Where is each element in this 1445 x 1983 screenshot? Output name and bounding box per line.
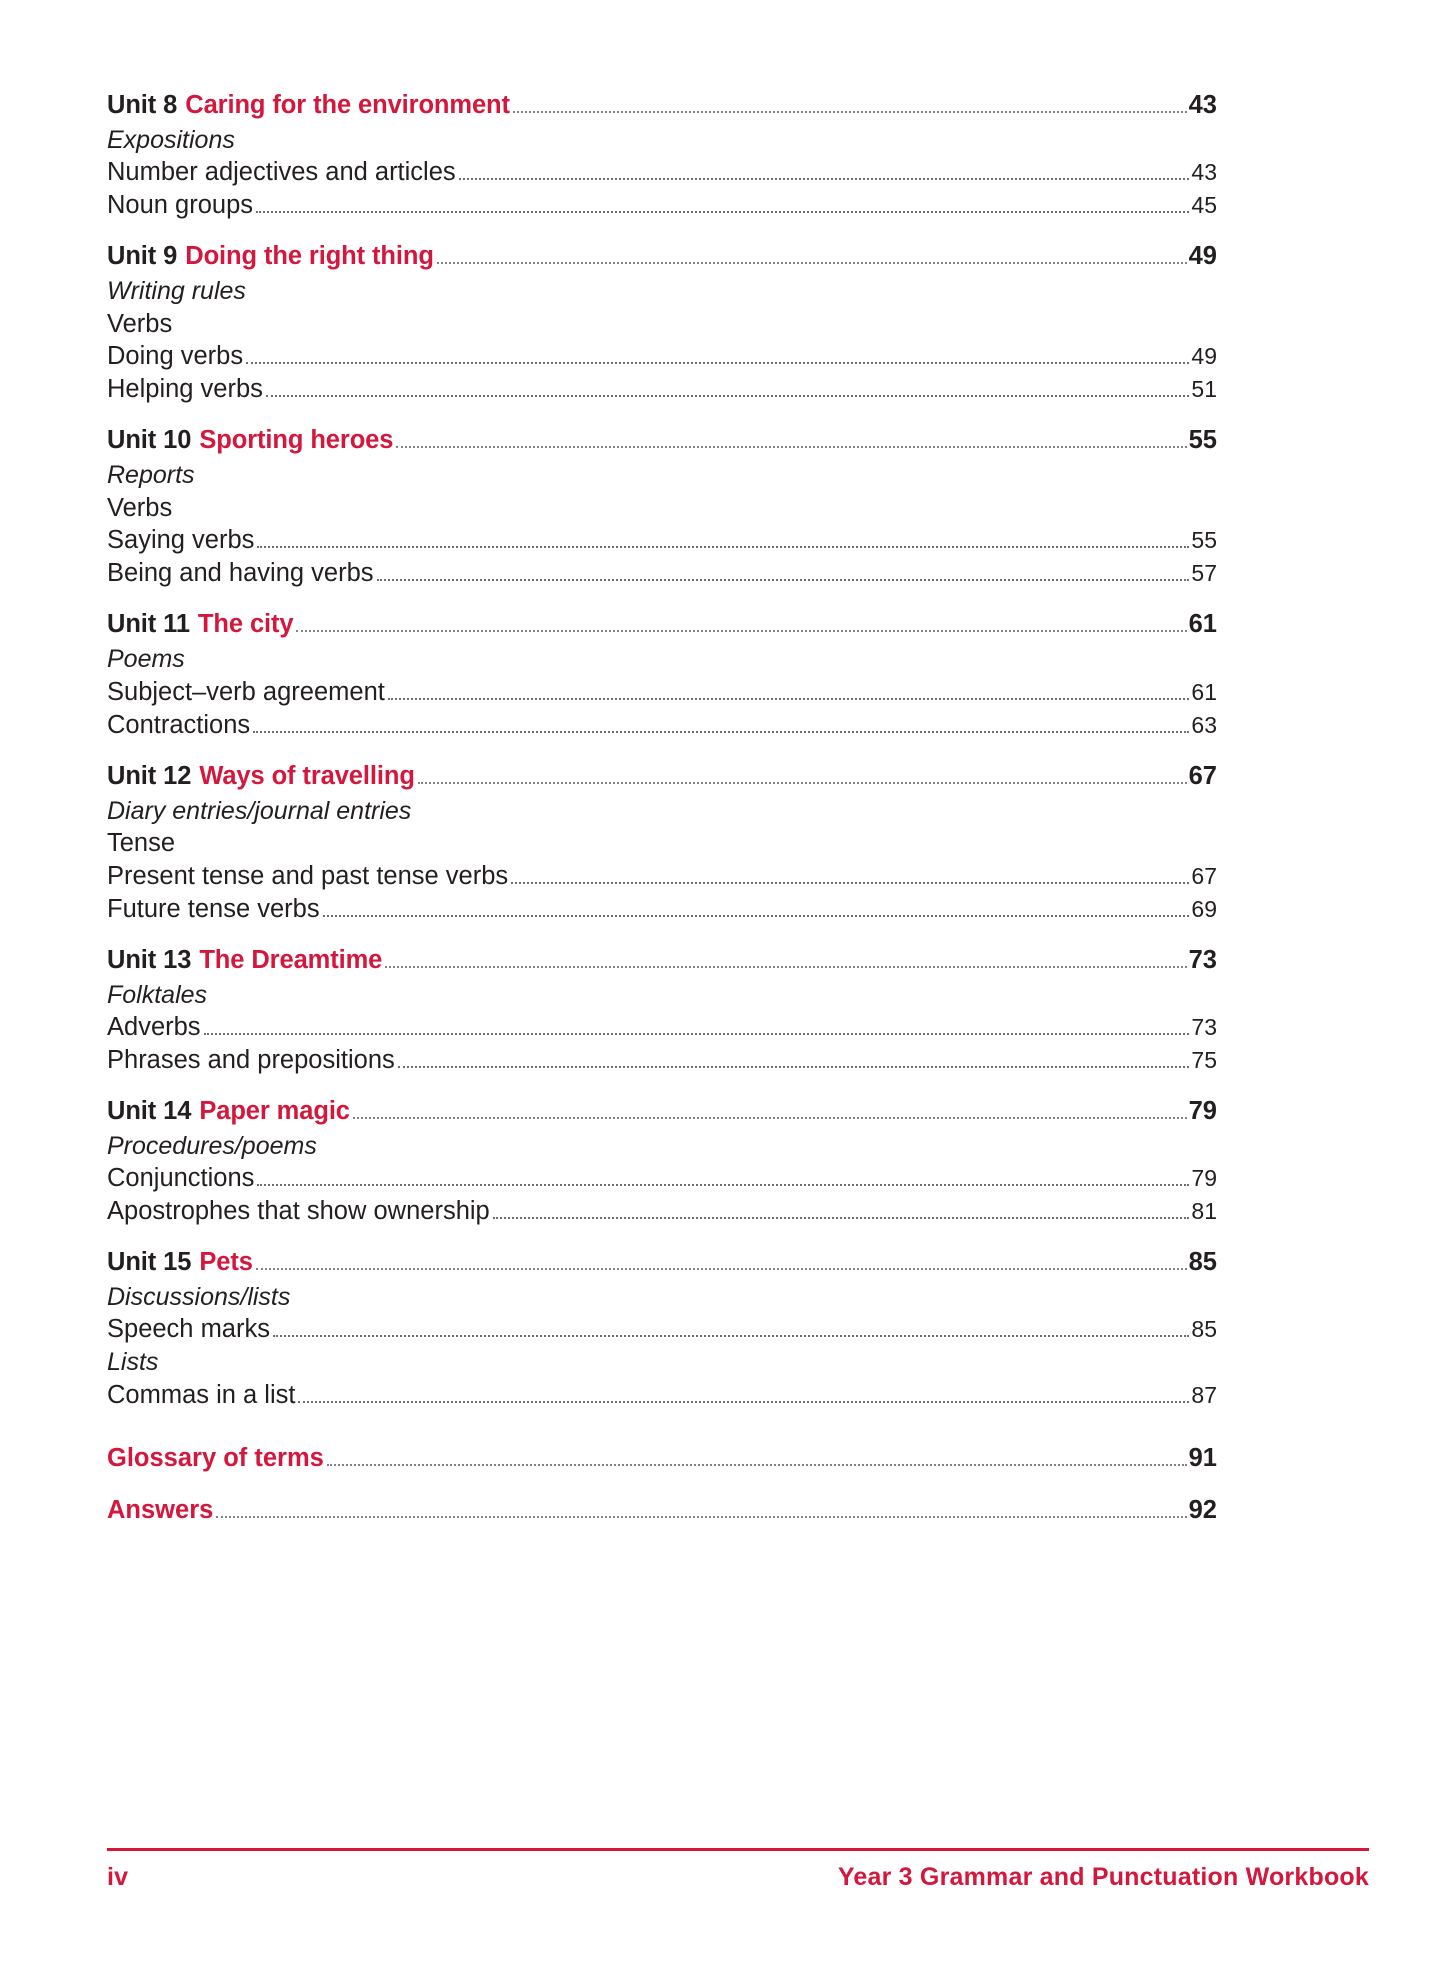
- toc-entry-page-number: 73: [1191, 1013, 1217, 1040]
- toc-unit-heading[interactable]: [107, 947, 1217, 975]
- toc-unit-heading[interactable]: [107, 427, 1217, 455]
- toc-unit-page-number: 61: [1188, 610, 1217, 639]
- dot-leader: [459, 178, 1190, 180]
- toc-entry-page-number: 81: [1191, 1198, 1217, 1225]
- toc-unit-page-number: 79: [1188, 1096, 1217, 1125]
- dot-leader: [398, 1066, 1190, 1068]
- toc-entry-page-number: 61: [1191, 678, 1217, 705]
- toc-entry-page-number: 49: [1191, 343, 1217, 370]
- toc-entry[interactable]: [107, 560, 1217, 587]
- toc-entry-label: Speech marks: [107, 1315, 270, 1344]
- toc-genre-label: Discussions/lists: [107, 1283, 291, 1312]
- toc-entry[interactable]: [107, 343, 1217, 370]
- toc-entry-page-number: 55: [1191, 527, 1217, 554]
- dot-leader: [513, 111, 1187, 113]
- toc-entry-page-number: 63: [1191, 711, 1217, 738]
- toc-unit-page-number: 55: [1188, 426, 1217, 455]
- toc-unit-title: Ways of travelling: [199, 761, 415, 790]
- toc-genre-label: Reports: [107, 461, 195, 490]
- toc-unit-group: [107, 611, 1217, 738]
- toc-unit-label: [107, 243, 434, 269]
- dot-leader: [298, 1401, 1189, 1403]
- toc-unit-heading[interactable]: [107, 1098, 1217, 1126]
- dot-leader: [385, 966, 1186, 968]
- toc-unit-heading[interactable]: [107, 92, 1217, 120]
- toc-unit-group: [107, 92, 1217, 219]
- dot-leader: [256, 1268, 1187, 1270]
- toc-entry-page-number: 75: [1191, 1046, 1217, 1073]
- toc-entry[interactable]: [107, 527, 1217, 554]
- toc-entry[interactable]: [107, 1382, 1217, 1409]
- toc-entry[interactable]: [107, 1047, 1217, 1074]
- toc-unit-group: [107, 763, 1217, 923]
- toc-groups: [107, 92, 1217, 1409]
- toc-entry-page-number: 85: [1191, 1316, 1217, 1343]
- dot-leader: [396, 446, 1186, 448]
- toc-entry-label: Present tense and past tense verbs: [107, 861, 509, 890]
- toc-entry-label: Doing verbs: [107, 342, 244, 371]
- toc-unit-heading[interactable]: [107, 611, 1217, 639]
- dot-leader: [257, 1184, 1189, 1186]
- toc-entry-label: Saying verbs: [107, 526, 255, 555]
- toc-unit-number: Unit 10: [107, 426, 192, 455]
- toc-entry[interactable]: [107, 376, 1217, 403]
- dot-leader: [323, 915, 1190, 917]
- toc-unit-number: Unit 9: [107, 242, 178, 271]
- toc-entry[interactable]: [107, 712, 1217, 739]
- toc-unit-number: Unit 11: [107, 610, 190, 639]
- dot-leader: [493, 1217, 1190, 1219]
- toc-backmatter-page-number: 91: [1188, 1443, 1217, 1472]
- toc-entry-page-number: 87: [1191, 1381, 1217, 1408]
- toc-unit-page-number: 67: [1188, 761, 1217, 790]
- toc-unit-title: The Dreamtime: [199, 945, 383, 974]
- toc-unit-group: [107, 243, 1217, 403]
- dot-leader: [216, 1516, 1186, 1518]
- page-footer: [107, 1848, 1369, 1892]
- toc-backmatter-label: Glossary of terms: [107, 1443, 324, 1472]
- toc-entry-page-number: 67: [1191, 862, 1217, 889]
- toc-entry[interactable]: [107, 159, 1217, 186]
- toc-unit-label: [107, 92, 510, 118]
- toc-backmatter-entry[interactable]: [107, 1445, 1217, 1473]
- dot-leader: [204, 1033, 1190, 1035]
- toc-entry-page-number: 45: [1191, 192, 1217, 219]
- toc-entry[interactable]: [107, 1198, 1217, 1225]
- dot-leader: [418, 782, 1187, 784]
- toc-entry-page-number: 43: [1191, 159, 1217, 186]
- toc-unit-heading[interactable]: [107, 1249, 1217, 1277]
- toc-unit-group: [107, 1098, 1217, 1225]
- toc-entry-label: Conjunctions: [107, 1164, 255, 1193]
- toc-backmatter-entry[interactable]: [107, 1497, 1217, 1525]
- toc-unit-label: [107, 427, 393, 453]
- dot-leader: [437, 262, 1187, 264]
- toc-unit-number: Unit 15: [107, 1248, 192, 1277]
- toc-subheading: Tense: [107, 828, 176, 857]
- toc-unit-label: [107, 1098, 350, 1124]
- toc-unit-page-number: 43: [1188, 91, 1217, 119]
- toc-unit-title: Sporting heroes: [199, 426, 394, 455]
- toc-unit-title: The city: [197, 610, 294, 639]
- toc-entry-label: Being and having verbs: [107, 559, 374, 588]
- toc-entry-label: Adverbs: [107, 1012, 201, 1041]
- toc-unit-label: [107, 947, 382, 973]
- toc-entry-page-number: 57: [1191, 560, 1217, 587]
- toc-unit-number: Unit 12: [107, 761, 192, 790]
- toc-unit-title: Doing the right thing: [185, 242, 434, 271]
- dot-leader: [256, 211, 1189, 213]
- dot-leader: [353, 1117, 1187, 1119]
- toc-backmatter-label: Answers: [107, 1495, 214, 1524]
- toc-list: [107, 92, 1217, 1549]
- toc-unit-label: [107, 1249, 253, 1275]
- toc-entry[interactable]: [107, 679, 1217, 706]
- toc-entry-page-number: 69: [1191, 895, 1217, 922]
- toc-unit-group: [107, 427, 1217, 587]
- toc-entry-label: Commas in a list: [107, 1380, 296, 1409]
- toc-unit-title: Paper magic: [199, 1096, 350, 1125]
- toc-genre-label: Procedures/poems: [107, 1131, 317, 1160]
- dot-leader: [273, 1335, 1189, 1337]
- dot-leader: [266, 395, 1189, 397]
- dot-leader: [257, 546, 1189, 548]
- toc-genre-label: Folktales: [107, 980, 208, 1009]
- toc-entry-label: Number adjectives and articles: [107, 158, 456, 187]
- footer-content: [107, 1863, 1369, 1892]
- toc-back-matter: [107, 1445, 1217, 1525]
- dot-leader: [388, 698, 1190, 700]
- footer-rule: [107, 1848, 1369, 1851]
- toc-genre-label: Writing rules: [107, 277, 246, 306]
- toc-entry-label: Contractions: [107, 710, 251, 739]
- dot-leader: [296, 630, 1186, 632]
- toc-entry-label: Noun groups: [107, 191, 254, 220]
- toc-subheading: Verbs: [107, 493, 173, 522]
- toc-unit-number: Unit 13: [107, 945, 192, 974]
- toc-unit-number: Unit 14: [107, 1096, 192, 1125]
- toc-genre-label: Expositions: [107, 126, 235, 154]
- dot-leader: [511, 882, 1189, 884]
- page-number-folio: iv: [107, 1863, 129, 1891]
- toc-unit-heading[interactable]: [107, 243, 1217, 271]
- toc-unit-label: [107, 763, 415, 789]
- toc-unit-number: Unit 8: [107, 91, 178, 119]
- toc-entry-label: Subject–verb agreement: [107, 677, 385, 706]
- toc-entry-label: Future tense verbs: [107, 894, 320, 923]
- toc-unit-heading[interactable]: [107, 763, 1217, 791]
- toc-unit-title: Pets: [199, 1248, 253, 1277]
- toc-entry[interactable]: [107, 1014, 1217, 1041]
- toc-unit-group: [107, 947, 1217, 1074]
- toc-unit-page-number: 73: [1188, 945, 1217, 974]
- toc-entry-page-number: 51: [1191, 376, 1217, 403]
- toc-entry[interactable]: [107, 192, 1217, 219]
- dot-leader: [246, 362, 1189, 364]
- toc-backmatter-page-number: 92: [1188, 1495, 1217, 1524]
- toc-entry[interactable]: [107, 1165, 1217, 1192]
- toc-subheading: Verbs: [107, 309, 173, 338]
- toc-entry-label: Apostrophes that show ownership: [107, 1197, 490, 1226]
- toc-unit-title: Caring for the environment: [185, 91, 510, 119]
- toc-entry[interactable]: [107, 1316, 1217, 1343]
- toc-unit-page-number: 85: [1188, 1248, 1217, 1277]
- dot-leader: [377, 579, 1190, 581]
- toc-genre-label: Poems: [107, 645, 185, 674]
- toc-unit-page-number: 49: [1188, 242, 1217, 271]
- toc-entry-label: Phrases and prepositions: [107, 1045, 395, 1074]
- dot-leader: [253, 731, 1189, 733]
- toc-genre-label: Lists: [107, 1348, 159, 1377]
- dot-leader: [327, 1464, 1187, 1466]
- toc-entry-page-number: 79: [1191, 1165, 1217, 1192]
- toc-entry[interactable]: [107, 863, 1217, 890]
- toc-entry[interactable]: [107, 896, 1217, 923]
- book-title: Year 3 Grammar and Punctuation Workbook: [837, 1863, 1369, 1891]
- toc-genre-label: Diary entries/journal entries: [107, 796, 412, 825]
- toc-entry-label: Helping verbs: [107, 375, 263, 404]
- toc-unit-label: [107, 611, 293, 637]
- toc-unit-group: [107, 1249, 1217, 1409]
